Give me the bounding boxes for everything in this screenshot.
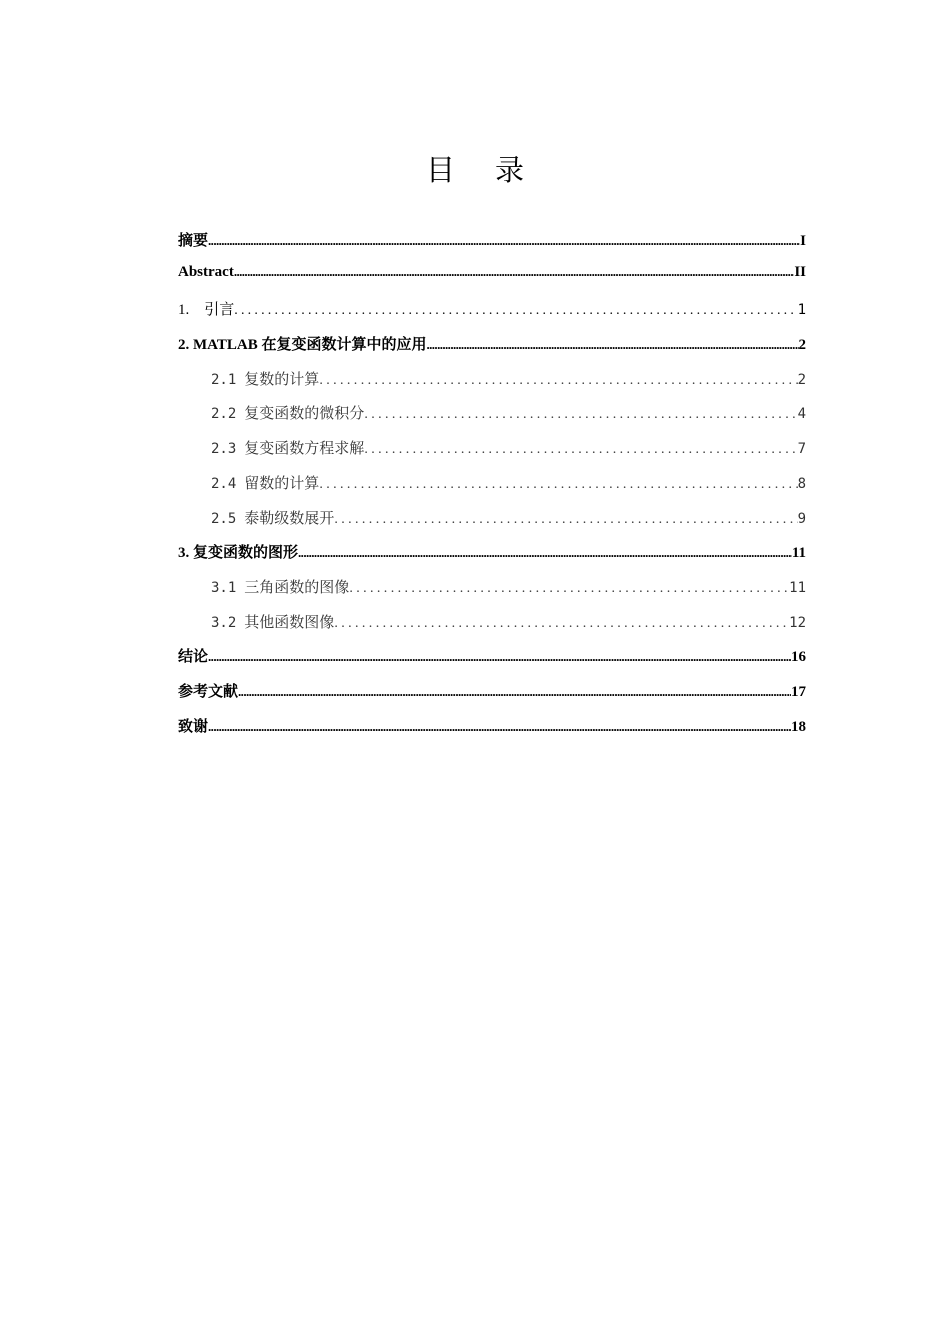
toc-page-number: I (800, 233, 806, 249)
toc-page-number: 4 (797, 406, 806, 423)
toc-dot-leader (364, 442, 797, 458)
toc-dot-leader (234, 264, 794, 280)
toc-dot-leader (319, 373, 797, 389)
toc-dot-leader (319, 477, 797, 493)
toc-dot-leader (334, 616, 789, 632)
toc-page-number: 11 (789, 579, 806, 596)
toc-entry-section-2-4[interactable] (178, 472, 806, 507)
toc-entry-label: 2. MATLAB 在复变函数计算中的应用 (178, 337, 427, 354)
toc-section-title: 其他函数图像 (244, 614, 335, 631)
toc-page-number: 9 (797, 510, 806, 527)
toc-dot-leader (208, 649, 791, 665)
toc-dot-leader (234, 303, 797, 319)
toc-dot-leader (364, 407, 797, 423)
toc-entry-section-3-1[interactable] (178, 576, 806, 611)
toc-section-title: 泰勒级数展开 (244, 510, 335, 527)
toc-section-number: 2.4 (211, 475, 237, 492)
toc-entry-section-2-2[interactable] (178, 402, 806, 437)
toc-dot-leader (238, 684, 791, 700)
toc-page-number: 2 (798, 337, 806, 354)
toc-section-title: 复数的计算 (244, 371, 320, 388)
toc-dot-leader (349, 581, 789, 597)
toc-heading-char-1: 目 (425, 153, 455, 187)
toc-entry-label: 摘要 (178, 233, 209, 249)
toc-entry-introduction[interactable] (178, 298, 806, 333)
toc-section-title: 复变函数方程求解 (244, 441, 365, 458)
toc-section-number: 2.3 (211, 441, 237, 458)
toc-dot-leader (426, 337, 798, 353)
toc-entry-section-2-5[interactable] (178, 507, 806, 542)
toc-page-number: 2 (797, 371, 806, 388)
toc-entry-conclusion[interactable] (178, 645, 806, 680)
toc-dot-leader (208, 719, 791, 735)
toc-entry-section-2-1[interactable] (178, 368, 806, 403)
toc-page-number: 17 (791, 683, 806, 700)
toc-entry-label: Abstract (178, 263, 234, 280)
toc-section-title: 三角函数的图像 (244, 579, 350, 596)
toc-entry-chapter-2[interactable] (178, 333, 806, 368)
toc-entry-label (211, 368, 319, 389)
toc-entry-label (211, 611, 334, 632)
toc-page-number: 11 (791, 545, 806, 562)
toc-entry-chapter-3[interactable] (178, 541, 806, 576)
toc-section-number: 2.1 (211, 371, 237, 388)
toc-entry-label (211, 576, 349, 597)
toc-page-number: 8 (797, 475, 806, 492)
toc-entry-label: 参考文献 (178, 683, 239, 700)
toc-entry-label: 1. 引言 (178, 302, 235, 319)
toc-entry-label (211, 507, 334, 528)
toc-page-number: 12 (789, 614, 806, 631)
toc-entry-acknowledgements[interactable] (178, 715, 806, 750)
toc-heading-char-2: 录 (495, 153, 525, 187)
toc-page-number: 16 (791, 649, 806, 666)
toc-dot-leader (208, 233, 800, 249)
toc-entry-abstract-en[interactable] (178, 264, 806, 299)
toc-entry-label (211, 472, 319, 493)
toc-section-number: 3.2 (211, 614, 237, 631)
toc-page-number: 18 (791, 718, 806, 735)
toc-entry-label (211, 437, 364, 458)
toc-page-number: 7 (797, 441, 806, 458)
toc-section-title: 留数的计算 (244, 475, 320, 492)
toc-entry-label: 致谢 (178, 718, 209, 735)
toc-heading (0, 148, 950, 189)
toc-entry-label: 结论 (178, 649, 209, 666)
toc-entry-references[interactable] (178, 680, 806, 715)
toc-dot-leader (334, 512, 797, 528)
toc-entry-label: 3. 复变函数的图形 (178, 545, 299, 562)
toc-page-number: II (794, 263, 806, 280)
table-of-contents (178, 229, 806, 749)
toc-entry-section-2-3[interactable] (178, 437, 806, 472)
toc-section-number: 2.2 (211, 406, 237, 423)
toc-section-title: 复变函数的微积分 (244, 406, 365, 423)
toc-section-number: 3.1 (211, 579, 237, 596)
toc-section-number: 2.5 (211, 510, 237, 527)
toc-dot-leader (298, 545, 792, 561)
toc-entry-abstract-cn[interactable] (178, 229, 806, 264)
toc-page-number: 1 (797, 302, 806, 319)
toc-entry-section-3-2[interactable] (178, 611, 806, 646)
toc-entry-label (211, 402, 364, 423)
